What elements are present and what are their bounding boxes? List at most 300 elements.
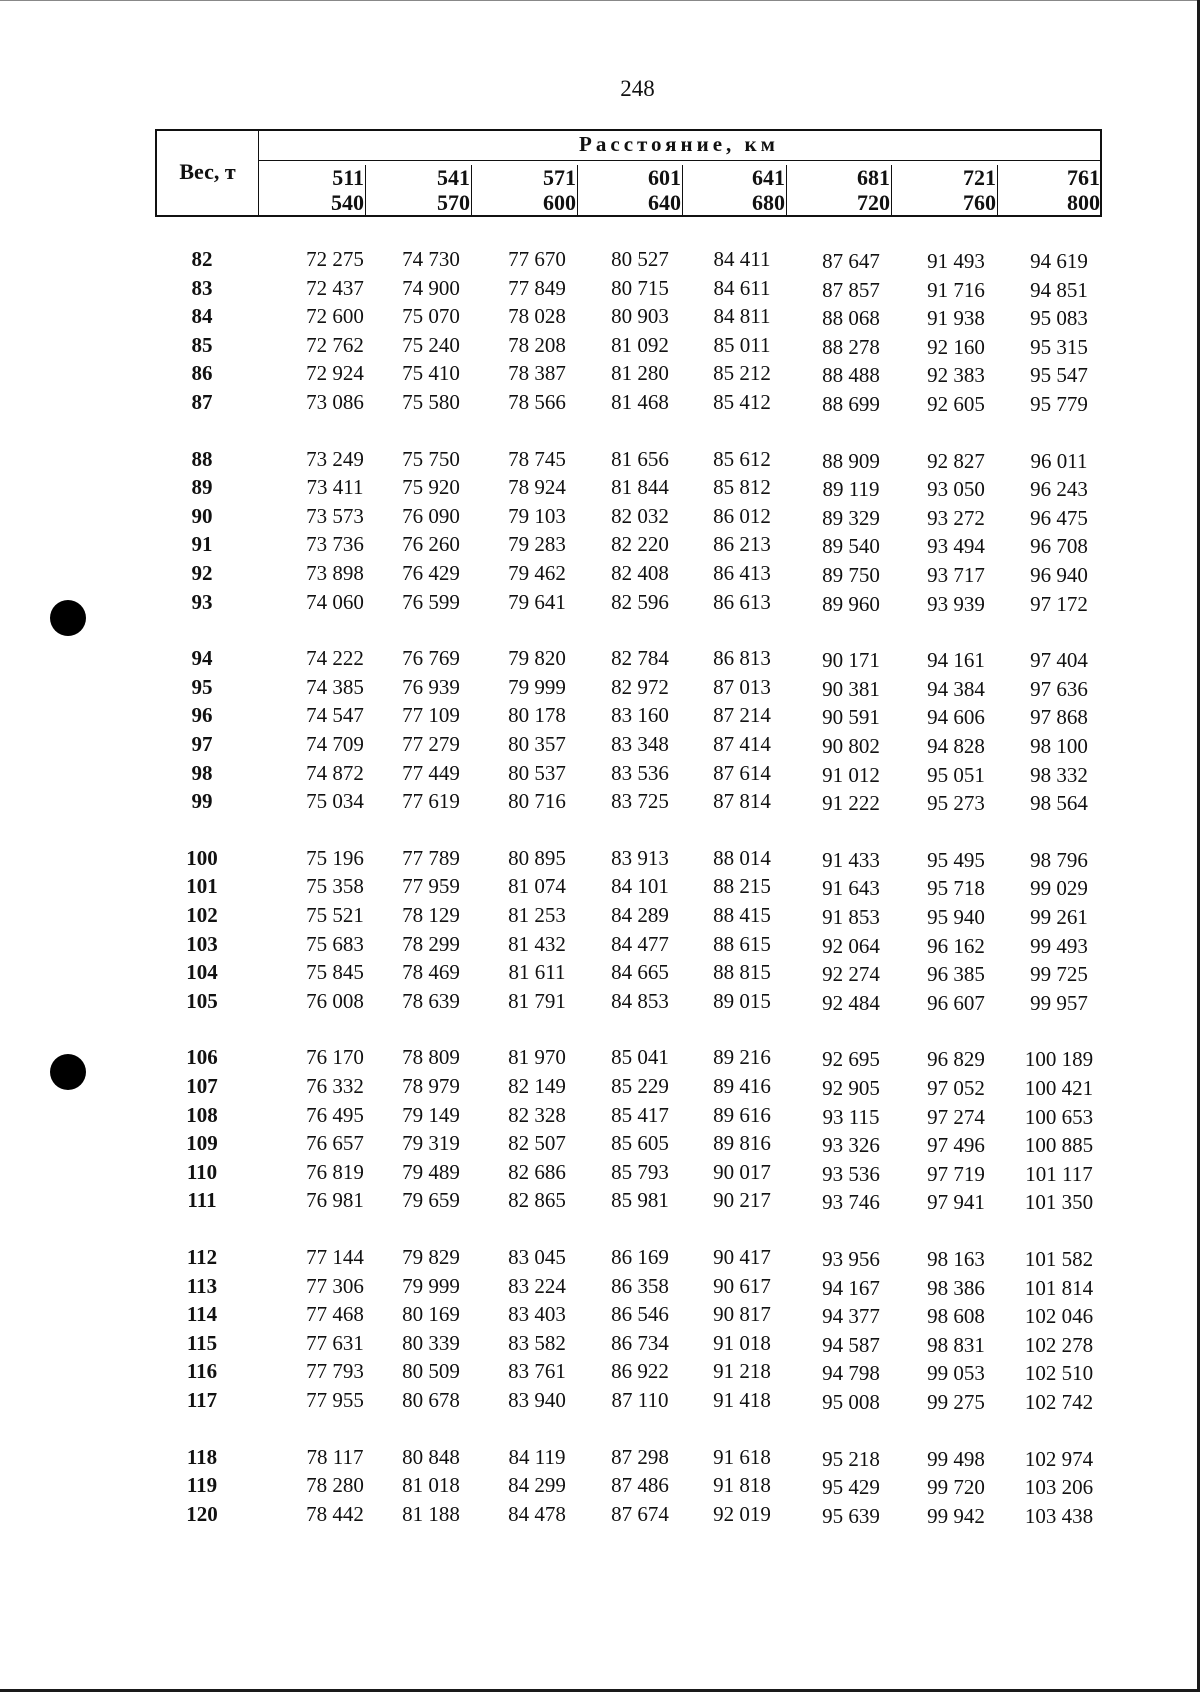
price-cell: 78 979 <box>402 1074 460 1098</box>
price-cell: 78 469 <box>402 960 460 985</box>
price-cell: 98 608 <box>927 1304 985 1329</box>
price-cell: 91 716 <box>927 277 985 302</box>
price-cell: 86 358 <box>611 1273 669 1298</box>
price-cell: 81 844 <box>611 475 669 500</box>
price-cell: 83 224 <box>508 1273 566 1298</box>
price-cell: 95 008 <box>822 1390 880 1414</box>
price-cell: 98 564 <box>1030 791 1088 816</box>
price-cell: 74 709 <box>306 732 364 756</box>
price-cell: 79 820 <box>508 646 566 671</box>
range-from: 641 <box>752 165 785 190</box>
distance-range-header <box>821 165 892 215</box>
price-cell: 91 618 <box>713 1444 771 1469</box>
price-cell: 81 791 <box>508 988 566 1013</box>
price-cell: 86 734 <box>611 1330 669 1355</box>
price-cell: 75 683 <box>306 931 364 956</box>
price-cell: 92 695 <box>822 1047 880 1072</box>
price-cell: 77 279 <box>402 732 460 756</box>
price-cell: 77 959 <box>402 874 460 899</box>
price-cell: 87 013 <box>713 674 771 699</box>
distance-range-header <box>401 165 472 215</box>
price-cell: 94 167 <box>822 1275 880 1300</box>
price-cell: 98 100 <box>1030 734 1088 758</box>
price-cell: 90 381 <box>822 676 880 701</box>
price-cell: 99 053 <box>927 1361 985 1386</box>
price-cell: 83 160 <box>611 703 669 728</box>
price-cell: 78 809 <box>402 1045 460 1070</box>
price-cell: 100 885 <box>1024 1133 1094 1158</box>
price-cell: 89 960 <box>822 591 880 616</box>
price-cell: 80 357 <box>508 732 566 756</box>
weight-value: 106 <box>186 1045 218 1070</box>
price-cell: 99 498 <box>927 1446 985 1471</box>
distance-range-header <box>927 165 998 215</box>
price-cell: 80 509 <box>402 1359 460 1384</box>
weight-value: 99 <box>191 789 213 814</box>
range-from: 721 <box>963 165 996 190</box>
price-cell: 76 429 <box>402 561 460 585</box>
price-cell: 82 784 <box>611 646 669 671</box>
range-to: 720 <box>857 190 890 215</box>
price-cell: 98 332 <box>1030 762 1088 787</box>
price-cell: 86 813 <box>713 646 771 671</box>
price-cell: 85 041 <box>611 1045 669 1070</box>
price-cell: 75 358 <box>306 874 364 899</box>
price-cell: 89 416 <box>713 1074 771 1098</box>
price-cell: 81 188 <box>402 1501 460 1526</box>
price-cell: 88 014 <box>713 845 771 870</box>
price-cell: 83 913 <box>611 845 669 870</box>
price-cell: 92 605 <box>927 392 985 416</box>
price-cell: 92 274 <box>822 962 880 987</box>
price-cell: 95 083 <box>1030 306 1088 331</box>
price-cell: 102 974 <box>1024 1446 1094 1471</box>
range-to: 640 <box>648 190 681 215</box>
price-cell: 77 144 <box>306 1245 364 1269</box>
price-cell: 86 213 <box>713 532 771 557</box>
price-cell: 84 119 <box>508 1444 566 1469</box>
price-cell: 77 670 <box>508 247 566 271</box>
price-cell: 101 350 <box>1024 1190 1094 1215</box>
price-cell: 74 900 <box>402 275 460 300</box>
price-cell: 83 761 <box>508 1359 566 1384</box>
price-cell: 77 849 <box>508 275 566 300</box>
price-cell: 93 494 <box>927 534 985 559</box>
price-cell: 90 817 <box>713 1302 771 1327</box>
price-cell: 77 449 <box>402 760 460 785</box>
price-cell: 83 348 <box>611 732 669 756</box>
price-cell: 99 725 <box>1030 962 1088 987</box>
price-cell: 87 674 <box>611 1501 669 1526</box>
price-cell: 72 600 <box>306 304 364 329</box>
price-cell: 93 272 <box>927 505 985 530</box>
weight-value: 119 <box>186 1473 218 1498</box>
price-cell: 89 216 <box>713 1045 771 1070</box>
price-cell: 81 432 <box>508 931 566 956</box>
price-cell: 84 478 <box>508 1501 566 1526</box>
price-cell: 84 299 <box>508 1473 566 1498</box>
price-cell: 74 547 <box>306 703 364 728</box>
weight-value: 109 <box>186 1131 218 1156</box>
price-cell: 75 580 <box>402 390 460 414</box>
price-cell: 96 829 <box>927 1047 985 1072</box>
price-cell: 90 171 <box>822 648 880 673</box>
price-cell: 81 468 <box>611 390 669 414</box>
price-cell: 81 656 <box>611 446 669 471</box>
price-cell: 85 212 <box>713 361 771 386</box>
price-cell: 81 018 <box>402 1473 460 1498</box>
price-cell: 78 566 <box>508 390 566 414</box>
price-cell: 77 955 <box>306 1388 364 1412</box>
price-cell: 91 493 <box>927 249 985 273</box>
price-cell: 86 613 <box>713 589 771 614</box>
price-cell: 100 653 <box>1024 1104 1094 1129</box>
weight-value: 88 <box>191 446 213 471</box>
price-cell: 83 582 <box>508 1330 566 1355</box>
distance-range-header <box>507 165 578 215</box>
price-cell: 76 008 <box>306 988 364 1013</box>
price-cell: 101 582 <box>1024 1247 1094 1271</box>
price-cell: 72 924 <box>306 361 364 386</box>
range-to: 680 <box>752 190 785 215</box>
price-cell: 95 218 <box>822 1446 880 1471</box>
price-cell: 89 015 <box>713 988 771 1013</box>
price-cell: 88 278 <box>822 334 880 359</box>
price-cell: 93 717 <box>927 563 985 587</box>
price-cell: 81 092 <box>611 332 669 357</box>
price-cell: 91 418 <box>713 1388 771 1412</box>
price-cell: 73 411 <box>306 475 364 500</box>
price-cell: 88 415 <box>713 903 771 927</box>
price-cell: 79 149 <box>402 1102 460 1127</box>
weight-value: 90 <box>191 503 213 528</box>
price-cell: 84 289 <box>611 903 669 927</box>
weight-value: 108 <box>186 1102 218 1127</box>
price-cell: 79 641 <box>508 589 566 614</box>
weight-value: 117 <box>186 1388 218 1412</box>
price-cell: 76 170 <box>306 1045 364 1070</box>
price-cell: 84 411 <box>713 247 771 271</box>
price-cell: 75 070 <box>402 304 460 329</box>
price-cell: 87 814 <box>713 789 771 814</box>
table-header <box>155 129 1102 217</box>
price-cell: 91 818 <box>713 1473 771 1498</box>
price-cell: 87 486 <box>611 1473 669 1498</box>
price-cell: 86 169 <box>611 1245 669 1269</box>
price-cell: 82 149 <box>508 1074 566 1098</box>
price-cell: 90 417 <box>713 1245 771 1269</box>
header-divider <box>258 160 1100 161</box>
price-cell: 99 957 <box>1030 990 1088 1015</box>
range-to: 570 <box>437 190 470 215</box>
price-cell: 97 274 <box>927 1104 985 1129</box>
price-cell: 75 845 <box>306 960 364 985</box>
price-cell: 102 278 <box>1024 1332 1094 1357</box>
price-cell: 77 631 <box>306 1330 364 1355</box>
price-cell: 83 725 <box>611 789 669 814</box>
price-cell: 87 298 <box>611 1444 669 1469</box>
price-cell: 73 898 <box>306 561 364 585</box>
price-cell: 94 606 <box>927 705 985 730</box>
price-cell: 99 720 <box>927 1475 985 1500</box>
price-cell: 93 115 <box>822 1104 880 1129</box>
price-cell: 86 413 <box>713 561 771 585</box>
price-cell: 77 109 <box>402 703 460 728</box>
punch-hole <box>50 1054 86 1090</box>
price-cell: 79 283 <box>508 532 566 557</box>
weight-value: 101 <box>186 874 218 899</box>
price-cell: 91 938 <box>927 306 985 331</box>
weight-value: 85 <box>191 332 213 357</box>
price-cell: 76 819 <box>306 1159 364 1184</box>
price-cell: 84 611 <box>713 275 771 300</box>
price-cell: 97 172 <box>1030 591 1088 616</box>
price-cell: 90 017 <box>713 1159 771 1184</box>
price-cell: 85 412 <box>713 390 771 414</box>
price-cell: 74 222 <box>306 646 364 671</box>
weight-value: 113 <box>186 1273 218 1298</box>
price-cell: 78 442 <box>306 1501 364 1526</box>
distance-header: Расстояние, км <box>579 132 779 156</box>
price-cell: 82 596 <box>611 589 669 614</box>
price-cell: 82 972 <box>611 674 669 699</box>
price-cell: 77 468 <box>306 1302 364 1327</box>
price-cell: 80 527 <box>611 247 669 271</box>
price-cell: 79 489 <box>402 1159 460 1184</box>
price-cell: 100 189 <box>1024 1047 1094 1072</box>
weight-value: 91 <box>191 532 213 557</box>
price-cell: 79 659 <box>402 1188 460 1213</box>
price-cell: 81 074 <box>508 874 566 899</box>
price-cell: 84 101 <box>611 874 669 899</box>
price-cell: 88 488 <box>822 363 880 388</box>
price-cell: 75 750 <box>402 446 460 471</box>
price-cell: 75 410 <box>402 361 460 386</box>
price-cell: 99 261 <box>1030 905 1088 929</box>
price-cell: 94 587 <box>822 1332 880 1357</box>
price-cell: 83 536 <box>611 760 669 785</box>
price-cell: 80 169 <box>402 1302 460 1327</box>
price-cell: 80 178 <box>508 703 566 728</box>
weight-value: 114 <box>186 1302 218 1327</box>
price-cell: 95 940 <box>927 905 985 929</box>
weight-value: 115 <box>186 1330 218 1355</box>
price-cell: 76 495 <box>306 1102 364 1127</box>
price-cell: 88 215 <box>713 874 771 899</box>
price-cell: 99 029 <box>1030 876 1088 901</box>
price-cell: 80 716 <box>508 789 566 814</box>
price-cell: 98 831 <box>927 1332 985 1357</box>
weight-value: 87 <box>191 390 213 414</box>
price-cell: 95 495 <box>927 847 985 872</box>
price-cell: 76 332 <box>306 1074 364 1098</box>
price-cell: 78 299 <box>402 931 460 956</box>
price-cell: 78 208 <box>508 332 566 357</box>
weight-value: 83 <box>191 275 213 300</box>
price-cell: 101 117 <box>1025 1161 1093 1186</box>
price-cell: 73 086 <box>306 390 364 414</box>
price-cell: 75 521 <box>306 903 364 927</box>
price-cell: 74 730 <box>402 247 460 271</box>
price-cell: 99 942 <box>927 1503 985 1528</box>
range-from: 571 <box>543 165 576 190</box>
price-cell: 72 437 <box>306 275 364 300</box>
price-cell: 72 275 <box>306 247 364 271</box>
price-cell: 93 939 <box>927 591 985 616</box>
range-from: 601 <box>648 165 681 190</box>
price-cell: 97 719 <box>927 1161 985 1186</box>
price-cell: 88 068 <box>822 306 880 331</box>
price-cell: 78 280 <box>306 1473 364 1498</box>
price-cell: 96 011 <box>1030 448 1088 473</box>
distance-range-header <box>612 165 683 215</box>
price-cell: 96 708 <box>1030 534 1088 559</box>
price-cell: 93 326 <box>822 1133 880 1158</box>
price-cell: 78 639 <box>402 988 460 1013</box>
price-cell: 89 119 <box>822 477 880 502</box>
range-from: 541 <box>437 165 470 190</box>
range-to: 600 <box>543 190 576 215</box>
price-cell: 89 616 <box>713 1102 771 1127</box>
price-cell: 74 872 <box>306 760 364 785</box>
price-cell: 83 940 <box>508 1388 566 1412</box>
price-cell: 76 657 <box>306 1131 364 1156</box>
price-cell: 92 019 <box>713 1501 771 1526</box>
price-cell: 81 280 <box>611 361 669 386</box>
weight-value: 102 <box>186 903 218 927</box>
price-cell: 87 414 <box>713 732 771 756</box>
price-cell: 91 433 <box>822 847 880 872</box>
price-cell: 84 853 <box>611 988 669 1013</box>
weight-value: 107 <box>186 1074 218 1098</box>
price-cell: 80 537 <box>508 760 566 785</box>
price-cell: 97 404 <box>1030 648 1088 673</box>
price-cell: 92 827 <box>927 448 985 473</box>
price-cell: 103 206 <box>1024 1475 1094 1500</box>
price-cell: 95 429 <box>822 1475 880 1500</box>
weight-value: 104 <box>186 960 218 985</box>
weight-value: 105 <box>186 988 218 1013</box>
price-cell: 97 636 <box>1030 676 1088 701</box>
price-cell: 92 160 <box>927 334 985 359</box>
price-cell: 92 484 <box>822 990 880 1015</box>
price-cell: 79 999 <box>402 1273 460 1298</box>
price-cell: 79 829 <box>402 1245 460 1269</box>
price-cell: 81 970 <box>508 1045 566 1070</box>
range-to: 800 <box>1067 190 1100 215</box>
weight-value: 89 <box>191 475 213 500</box>
price-cell: 88 815 <box>713 960 771 985</box>
price-cell: 93 050 <box>927 477 985 502</box>
price-cell: 72 762 <box>306 332 364 357</box>
price-cell: 89 329 <box>822 505 880 530</box>
price-cell: 81 253 <box>508 903 566 927</box>
price-cell: 94 161 <box>927 648 985 673</box>
distance-range-header <box>1011 165 1101 215</box>
price-cell: 76 981 <box>306 1188 364 1213</box>
weight-value: 116 <box>186 1359 218 1384</box>
price-cell: 82 507 <box>508 1131 566 1156</box>
weight-value: 100 <box>186 845 218 870</box>
price-cell: 84 477 <box>611 931 669 956</box>
price-cell: 73 249 <box>306 446 364 471</box>
price-cell: 90 617 <box>713 1273 771 1298</box>
price-cell: 91 222 <box>822 791 880 816</box>
price-cell: 90 802 <box>822 734 880 758</box>
price-cell: 95 779 <box>1030 392 1088 416</box>
punch-hole <box>50 600 86 636</box>
price-cell: 96 607 <box>927 990 985 1015</box>
range-from: 681 <box>857 165 890 190</box>
price-cell: 90 591 <box>822 705 880 730</box>
price-cell: 79 999 <box>508 674 566 699</box>
price-cell: 91 012 <box>822 762 880 787</box>
price-cell: 74 385 <box>306 674 364 699</box>
price-cell: 91 218 <box>713 1359 771 1384</box>
price-cell: 74 060 <box>306 589 364 614</box>
price-cell: 78 129 <box>402 903 460 927</box>
weight-value: 84 <box>191 304 213 329</box>
page-edge-top <box>0 0 1200 1</box>
price-cell: 94 851 <box>1030 277 1088 302</box>
price-cell: 89 750 <box>822 563 880 587</box>
price-cell: 85 793 <box>611 1159 669 1184</box>
price-cell: 76 260 <box>402 532 460 557</box>
price-cell: 80 715 <box>611 275 669 300</box>
price-cell: 77 789 <box>402 845 460 870</box>
price-cell: 93 746 <box>822 1190 880 1215</box>
price-cell: 80 895 <box>508 845 566 870</box>
price-cell: 95 315 <box>1030 334 1088 359</box>
price-cell: 87 214 <box>713 703 771 728</box>
price-cell: 96 162 <box>927 933 985 958</box>
range-from: 761 <box>1067 165 1100 190</box>
price-cell: 96 475 <box>1030 505 1088 530</box>
weight-value: 82 <box>191 247 213 271</box>
weight-header: Вес, т <box>179 159 236 184</box>
page-number: 248 <box>620 76 655 101</box>
price-cell: 81 611 <box>508 960 566 985</box>
price-cell: 99 493 <box>1030 933 1088 958</box>
price-cell: 87 857 <box>822 277 880 302</box>
price-cell: 79 462 <box>508 561 566 585</box>
price-cell: 87 614 <box>713 760 771 785</box>
price-cell: 89 540 <box>822 534 880 559</box>
price-cell: 102 742 <box>1024 1390 1094 1414</box>
weight-value: 86 <box>191 361 213 386</box>
price-cell: 93 956 <box>822 1247 880 1271</box>
price-cell: 97 052 <box>927 1076 985 1100</box>
price-cell: 86 012 <box>713 503 771 528</box>
price-cell: 92 064 <box>822 933 880 958</box>
price-cell: 75 920 <box>402 475 460 500</box>
price-cell: 102 510 <box>1024 1361 1094 1386</box>
distance-range-header <box>295 165 366 215</box>
weight-value: 92 <box>191 561 213 585</box>
price-cell: 85 605 <box>611 1131 669 1156</box>
price-cell: 77 306 <box>306 1273 364 1298</box>
weight-value: 93 <box>191 589 213 614</box>
range-to: 760 <box>963 190 996 215</box>
price-cell: 73 573 <box>306 503 364 528</box>
price-cell: 75 034 <box>306 789 364 814</box>
weight-value: 103 <box>186 931 218 956</box>
price-cell: 83 045 <box>508 1245 566 1269</box>
price-cell: 95 051 <box>927 762 985 787</box>
price-cell: 80 903 <box>611 304 669 329</box>
price-cell: 76 599 <box>402 589 460 614</box>
price-cell: 75 196 <box>306 845 364 870</box>
